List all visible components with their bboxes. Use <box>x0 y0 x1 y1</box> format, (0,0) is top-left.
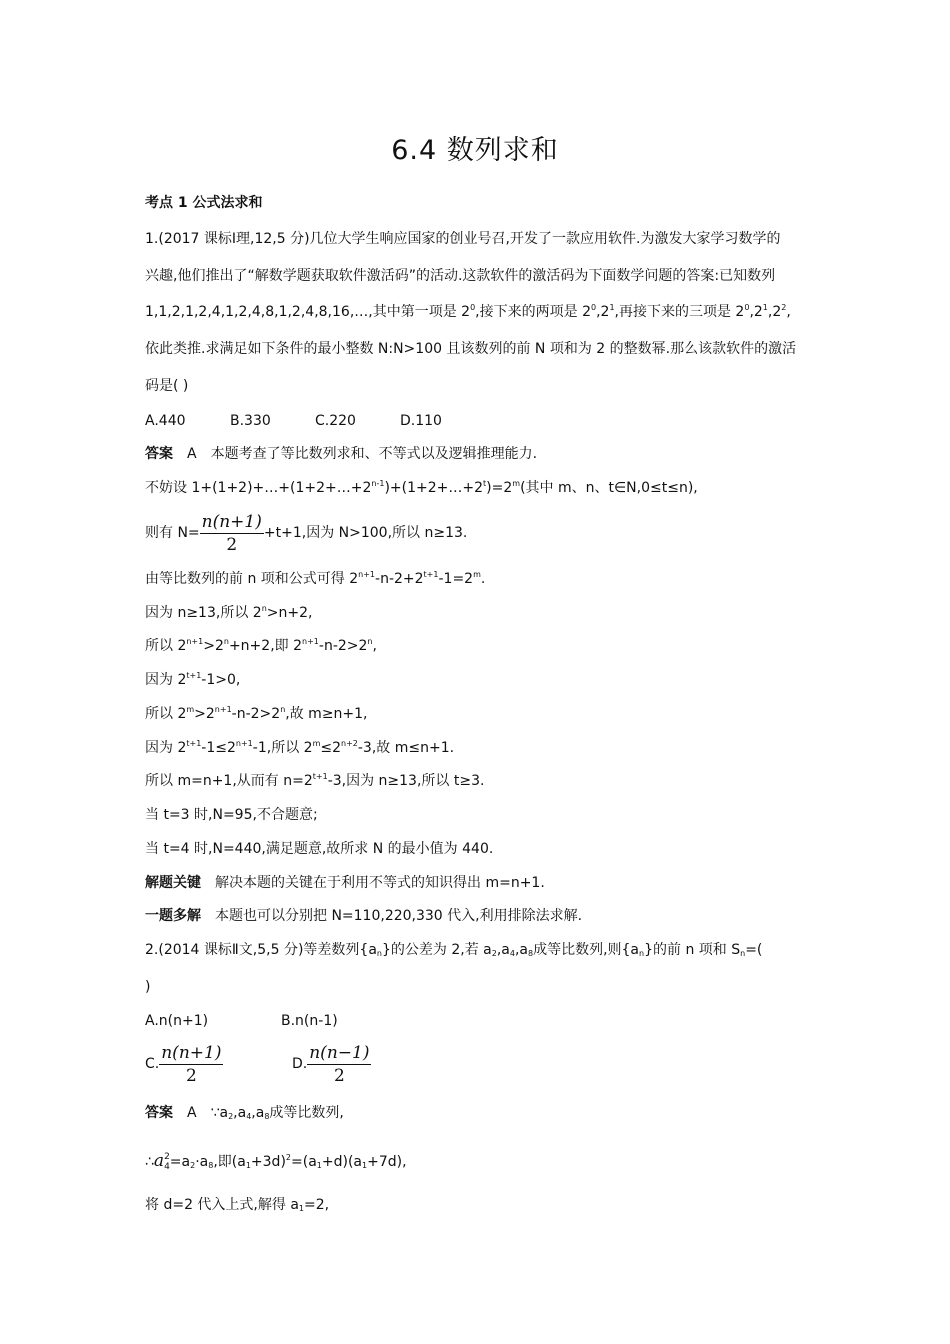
q2-option-a: A.n(n+1) <box>145 1013 209 1029</box>
q1-options <box>145 411 442 431</box>
a1-step-2: 则有 N= $\frac{n(n+1)}{2}$ +t+1,因为 N>100,所以 n≥13. <box>145 511 468 555</box>
q2-option-d: D. $\frac{n(n-1)}{2}$ <box>292 1042 370 1086</box>
a1-step-7: 所以 $2^m>2^{n+1}-n-2>2^n$,故 m≥n+1, <box>145 705 368 722</box>
a1-step-5: 所以 $2^{n+1}>2^n+n+2$,即 $2^{n+1}-n-2>2^n$, <box>145 637 377 654</box>
a2-step-2: ∴a 2 4 $=a_2\cdot a_8$,即$(a_1+3d)^2=(a_1+d)(a_1+7d)$, <box>145 1151 407 1172</box>
fraction: $\frac{n(n+1)}{2}$ <box>201 511 262 555</box>
answer-letter: A <box>187 446 197 462</box>
a2-step-3: 将 d=2 代入上式,解得 $a_1=2$, <box>145 1197 330 1213</box>
a1-step-1: 不妨设 $1+(1+2)+\dots+(1+2+\dots+2^{n-1})+(1+2+\dots+2^t)=2^m$(其中 m、n、t∈N,0≤t≤n), <box>145 479 698 496</box>
a1-alternative-solution: 一题多解 本题也可以分别把 N=110,220,330 代入,利用排除法求解. <box>145 908 583 924</box>
q1-line-4: 依此类推.求满足如下条件的最小整数 N:N>100 且该数列的前 N 项和为 2 的整数幂.那么该款软件的激活 <box>145 341 797 357</box>
a1-step-10: 当 t=3 时,N=95,不合题意; <box>145 807 318 823</box>
section-heading: 考点 1 公式法求和 <box>145 195 263 211</box>
page-title: 6.4 数列求和 <box>391 135 559 166</box>
a1-step-11: 当 t=4 时,N=440,满足题意,故所求 N 的最小值为 440. <box>145 841 494 857</box>
q1-option-b: B.330 <box>230 413 271 429</box>
a2-header: 答案 A $\because a_2,a_4,a_8$成等比数列, <box>145 1105 344 1121</box>
q1-line-1: 1.(2017 课标Ⅰ理,12,5 分)几位大学生响应国家的创业号召,开发了一款应用软件.为激发大家学习数学的 <box>145 231 781 247</box>
q1-option-d: D.110 <box>400 413 442 429</box>
q1-option-c: C.220 <box>315 413 356 429</box>
q2-options-ab <box>145 1011 338 1031</box>
q2-options-cd <box>145 1041 371 1087</box>
a1-step-3: 由等比数列的前 n 项和公式可得 $2^{n+1}-n-2+2^{t+1}-1=2^m$. <box>145 570 486 587</box>
q2-option-c: C. $\frac{n(n+1)}{2}$ <box>145 1042 222 1086</box>
q1-option-a: A.440 <box>145 413 186 429</box>
q1-line-2: 兴趣,他们推出了“解数学题获取软件激活码”的活动.这款软件的激活码为下面数学问题的答案:已知数列 <box>145 268 776 284</box>
answer-label: 答案 <box>145 446 173 462</box>
a1-step-6: 因为 $2^{t+1}-1>0$, <box>145 671 241 688</box>
a1-step-4: 因为 n≥13,所以 $2^n>n+2$, <box>145 604 313 621</box>
q2-line-1: 2.(2014 课标Ⅱ文,5,5 分)等差数列$\{a_n\}$的公差为 2,若 $a_2,a_4,a_8$成等比数列,则$\{a_n\}$的前 n 项和 $S_n=$( <box>145 942 763 958</box>
q1-line-3: 1,1,2,1,2,4,1,2,4,8,1,2,4,8,16,…,其中第一项是 $2^0$,接下来的两项是 $2^0,2^1$,再接下来的三项是 $2^0,2^1,2^2$, <box>145 303 791 320</box>
a1-step-8: 因为 $2^{t+1}-1\le 2^{n+1}-1$,所以 $2^m\le 2^{n+2}-3$,故 m≤n+1. <box>145 739 455 756</box>
a1-step-9: 所以 m=n+1,从而有 $n=2^{t+1}-3$,因为 n≥13,所以 t≥3. <box>145 772 485 789</box>
a1-key-point: 解题关键 解决本题的关键在于利用不等式的知识得出 m=n+1. <box>145 875 545 891</box>
q2-option-b: B.n(n-1) <box>281 1013 338 1029</box>
q2-line-2: ) <box>145 979 151 995</box>
q1-line-5: 码是( ) <box>145 378 189 394</box>
a1-header: 答案 A 本题考查了等比数列求和、不等式以及逻辑推理能力. <box>145 446 538 462</box>
